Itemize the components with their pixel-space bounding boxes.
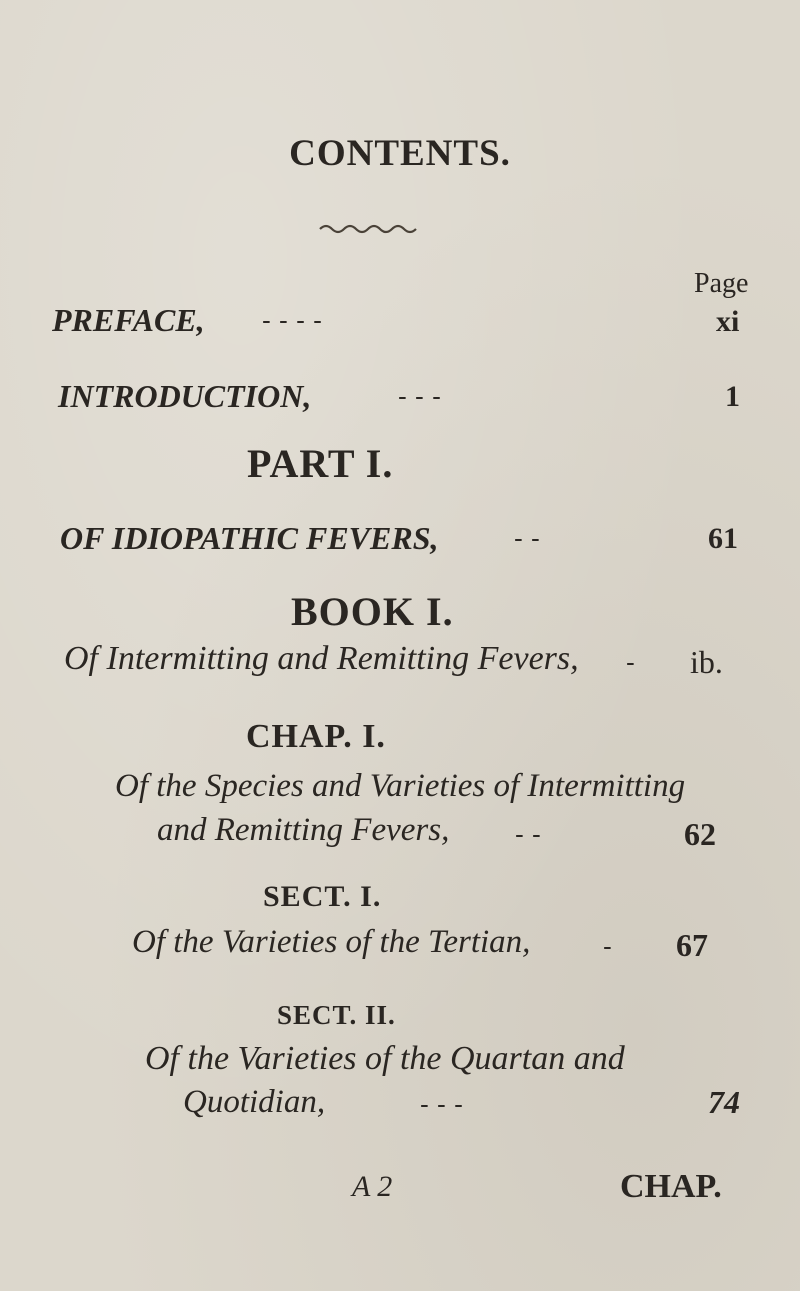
toc-entry-chap1-line1: Of the Species and Varieties of Intermitting: [115, 768, 686, 804]
page-number: 74: [708, 1084, 740, 1120]
leader-dashes: - - - -: [262, 306, 322, 336]
leader-dashes: -: [626, 648, 635, 678]
catchword: CHAP.: [620, 1168, 722, 1205]
page-number: xi: [716, 305, 740, 338]
toc-entry-sect1: Of the Varieties of the Tertian,: [132, 924, 531, 960]
toc-entry-preface: PREFACE,: [52, 302, 205, 338]
page-number: 67: [676, 927, 708, 963]
part-heading: PART I.: [247, 441, 394, 486]
leader-dashes: - -: [515, 820, 541, 850]
leader-dashes: - - -: [420, 1090, 463, 1120]
page-number: 62: [684, 816, 716, 852]
ornament-rule: [318, 222, 418, 236]
leader-dashes: - - -: [398, 382, 441, 412]
section-heading: SECT. II.: [277, 1000, 396, 1030]
leader-dashes: - -: [514, 524, 540, 554]
leader-dashes: -: [603, 932, 612, 962]
toc-entry-sect2-line2: Quotidian,: [183, 1084, 326, 1120]
page-column-label: Page: [694, 268, 749, 299]
toc-entry-part1: OF IDIOPATHIC FEVERS,: [60, 520, 439, 556]
toc-entry-chap1-line2: and Remitting Fevers,: [157, 812, 450, 848]
toc-entry-introduction: INTRODUCTION,: [58, 378, 312, 414]
chapter-heading: CHAP. I.: [246, 718, 386, 755]
page-number: 1: [725, 380, 740, 413]
toc-entry-book1: Of Intermitting and Remitting Fevers,: [64, 640, 579, 677]
toc-entry-sect2-line1: Of the Varieties of the Quartan and: [145, 1040, 625, 1077]
section-heading: SECT. I.: [263, 880, 382, 913]
page-number: ib.: [690, 644, 723, 680]
page-number: 61: [708, 522, 738, 555]
page-title: CONTENTS.: [289, 133, 511, 174]
book-heading: BOOK I.: [291, 589, 454, 634]
signature-mark: A 2: [352, 1170, 393, 1203]
